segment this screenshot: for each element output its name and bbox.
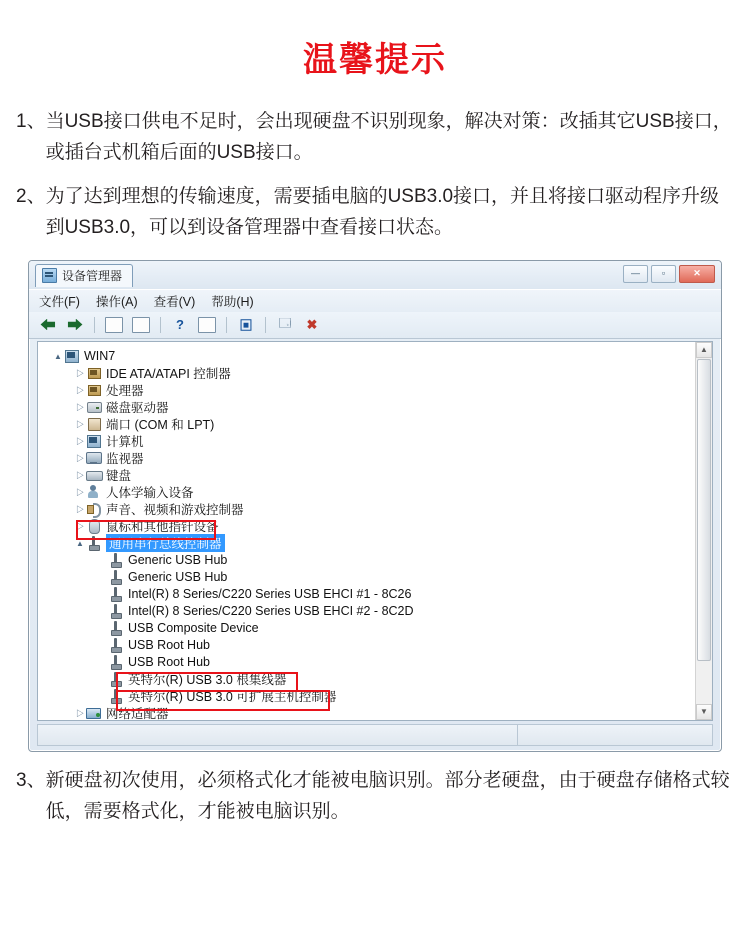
device-manager-window[interactable] — [28, 260, 722, 752]
usb-icon — [108, 587, 124, 601]
chevron-right-icon[interactable]: ▷ — [76, 504, 84, 514]
back-arrow-icon[interactable]: ⬅ — [40, 317, 56, 335]
window-title-tab — [35, 264, 133, 287]
device-tree-node[interactable] — [38, 484, 696, 501]
device-tree-node[interactable] — [38, 450, 696, 467]
device-tree-node[interactable] — [38, 348, 696, 365]
usb-icon — [108, 621, 124, 635]
device-tree-node[interactable] — [38, 552, 696, 569]
keyboard-icon — [86, 468, 102, 482]
chevron-right-icon[interactable]: ▷ — [76, 385, 84, 395]
help-icon[interactable]: ? — [176, 317, 184, 333]
device-tree-label: USB Composite Device — [128, 621, 259, 636]
device-tree-node[interactable] — [38, 535, 696, 552]
chip-icon — [86, 366, 102, 380]
window-titlebar[interactable] — [29, 261, 721, 289]
device-tree-node[interactable] — [38, 433, 696, 450]
usb-icon — [108, 638, 124, 652]
status-bar — [37, 724, 713, 746]
mouse-icon — [86, 519, 102, 533]
monitor-icon[interactable]: ▣ — [239, 318, 253, 334]
tips-list-bottom — [16, 766, 734, 828]
usb-icon — [108, 672, 124, 686]
toolbar-separator — [265, 317, 266, 333]
device-tree-node[interactable] — [38, 399, 696, 416]
tip-number: 3、 — [16, 769, 46, 791]
window-controls[interactable] — [623, 265, 715, 283]
device-tree-node[interactable] — [38, 705, 696, 722]
device-tree-node[interactable] — [38, 603, 696, 620]
device-tree-label: 计算机 — [106, 435, 144, 450]
device-tree-label: 键盘 — [106, 469, 132, 484]
device-tree-node[interactable] — [38, 654, 696, 671]
port-icon — [86, 417, 102, 431]
usb-icon — [108, 553, 124, 567]
device-tree-node[interactable] — [38, 569, 696, 586]
status-right — [518, 725, 712, 745]
usb-icon — [86, 536, 102, 550]
scroll-down-button[interactable]: ▼ — [696, 704, 712, 720]
tip-number: 1、 — [16, 110, 46, 132]
menu-item-file[interactable]: 文件(F) — [39, 294, 80, 309]
device-tree-label: Intel(R) 8 Series/C220 Series USB EHCI #2 - 8C2D — [128, 604, 414, 619]
pc-icon — [86, 434, 102, 448]
device-tree-label: 鼠标和其他指针设备 — [106, 520, 219, 535]
device-tree-node[interactable] — [38, 671, 696, 688]
status-left — [38, 725, 518, 745]
tip-text: 为了达到理想的传输速度，需要插电脑的USB3.0接口，并且将接口驱动程序升级到USB3.0，可以到设备管理器中查看接口状态。 — [45, 186, 720, 239]
menu-bar[interactable] — [29, 289, 721, 312]
tip-item — [16, 766, 734, 828]
device-tree-label: 人体学输入设备 — [106, 486, 194, 501]
chevron-right-icon[interactable]: ▷ — [76, 402, 84, 412]
properties-icon[interactable] — [103, 314, 125, 335]
device-tree-node[interactable] — [38, 416, 696, 433]
usb-icon — [108, 570, 124, 584]
device-tree-node[interactable] — [38, 620, 696, 637]
pc-icon — [64, 349, 80, 363]
usb-icon — [108, 604, 124, 618]
device-tree-node[interactable] — [38, 467, 696, 484]
device-tree-node[interactable] — [38, 586, 696, 603]
page-title: 温馨提示 — [303, 41, 447, 79]
device-tree-node[interactable] — [38, 365, 696, 382]
device-tree-label: 监视器 — [106, 452, 144, 467]
device-tree-label: 磁盘驱动器 — [106, 401, 169, 416]
disk-icon — [86, 400, 102, 414]
toolbar-separator — [160, 317, 161, 333]
chip-icon — [86, 383, 102, 397]
device-tree-node[interactable] — [38, 637, 696, 654]
menu-item-help[interactable]: 帮助(H) — [211, 294, 254, 309]
window-title: 设备管理器 — [62, 269, 123, 284]
chevron-down-icon[interactable]: ▲ — [54, 351, 62, 361]
chevron-right-icon[interactable]: ▷ — [76, 470, 84, 480]
device-tree-label: USB Root Hub — [128, 638, 210, 653]
device-tree-label: WIN7 — [84, 349, 116, 364]
device-tree-panel[interactable] — [37, 341, 713, 721]
device-tree-label: 英特尔(R) USB 3.0 根集线器 — [128, 673, 287, 688]
toolbar-separator — [226, 317, 227, 333]
scrollbar-thumb[interactable] — [697, 359, 711, 661]
device-tree-label: 端口 (COM 和 LPT) — [106, 418, 215, 433]
device-tree-label: Generic USB Hub — [128, 553, 228, 568]
menu-item-view[interactable]: 查看(V) — [153, 294, 196, 309]
device-tree-node[interactable] — [38, 518, 696, 535]
usb-icon — [108, 655, 124, 669]
chevron-right-icon[interactable]: ▷ — [76, 521, 84, 531]
tips-list-top — [16, 107, 734, 244]
device-tree-node[interactable] — [38, 688, 696, 705]
device-tree[interactable] — [38, 342, 696, 720]
forward-arrow-icon[interactable]: ➡ — [67, 317, 83, 335]
chevron-down-icon[interactable]: ▲ — [76, 538, 84, 548]
device-tree-label: 英特尔(R) USB 3.0 可扩展主机控制器 — [128, 690, 337, 705]
tip-text: 当USB接口供电不足时，会出现硬盘不识别现象，解决对策：改插其它USB接口，或插台式机箱后面的USB接口。 — [45, 110, 732, 163]
sound-icon — [86, 502, 102, 516]
device-tree-label: 通用串行总线控制器 — [106, 534, 225, 552]
device-manager-icon — [42, 268, 57, 283]
device-tree-node[interactable] — [38, 382, 696, 399]
tip-item — [16, 107, 734, 169]
scan-icon[interactable] — [196, 314, 218, 335]
uninstall-icon[interactable]: ✖ — [306, 316, 318, 332]
device-tree-label: Generic USB Hub — [128, 570, 228, 585]
chevron-right-icon[interactable]: ▷ — [76, 436, 84, 446]
device-tree-label: 网络适配器 — [106, 707, 169, 722]
usb-icon — [108, 689, 124, 703]
device-tree-label: USB Root Hub — [128, 655, 210, 670]
device-tree-label: IDE ATA/ATAPI 控制器 — [106, 367, 231, 382]
chevron-right-icon[interactable]: ▷ — [76, 487, 84, 497]
net-icon — [86, 706, 102, 720]
device-tree-node[interactable] — [38, 501, 696, 518]
view-icon[interactable] — [130, 314, 152, 335]
close-button[interactable]: ✕ — [679, 265, 715, 283]
chevron-right-icon[interactable]: ▷ — [76, 368, 84, 378]
device-tree-label: 声音、视频和游戏控制器 — [106, 503, 244, 518]
monitor-icon — [86, 451, 102, 465]
maximize-button[interactable]: ▫ — [651, 265, 676, 283]
chevron-right-icon[interactable]: ▷ — [76, 453, 84, 463]
chevron-right-icon[interactable]: ▷ — [76, 419, 84, 429]
device-tree-label: 处理器 — [106, 384, 144, 399]
chevron-right-icon[interactable]: ▷ — [76, 708, 84, 718]
minimize-button[interactable]: — — [623, 265, 648, 283]
tip-item — [16, 182, 734, 244]
tip-text: 新硬盘初次使用，必须格式化才能被电脑识别。部分老硬盘，由于硬盘存储格式较低，需要格式化，才能被电脑识别。 — [45, 769, 730, 822]
human-icon — [86, 485, 102, 499]
update-driver-icon[interactable]: 🗔 — [278, 316, 292, 331]
toolbar[interactable] — [29, 312, 721, 339]
menu-item-action[interactable]: 操作(A) — [95, 294, 138, 309]
tip-number: 2、 — [16, 186, 46, 208]
toolbar-separator — [94, 317, 95, 333]
vertical-scrollbar[interactable] — [695, 342, 712, 720]
device-tree-label: Intel(R) 8 Series/C220 Series USB EHCI #1 - 8C26 — [128, 587, 412, 602]
scroll-up-button[interactable]: ▲ — [696, 342, 712, 358]
